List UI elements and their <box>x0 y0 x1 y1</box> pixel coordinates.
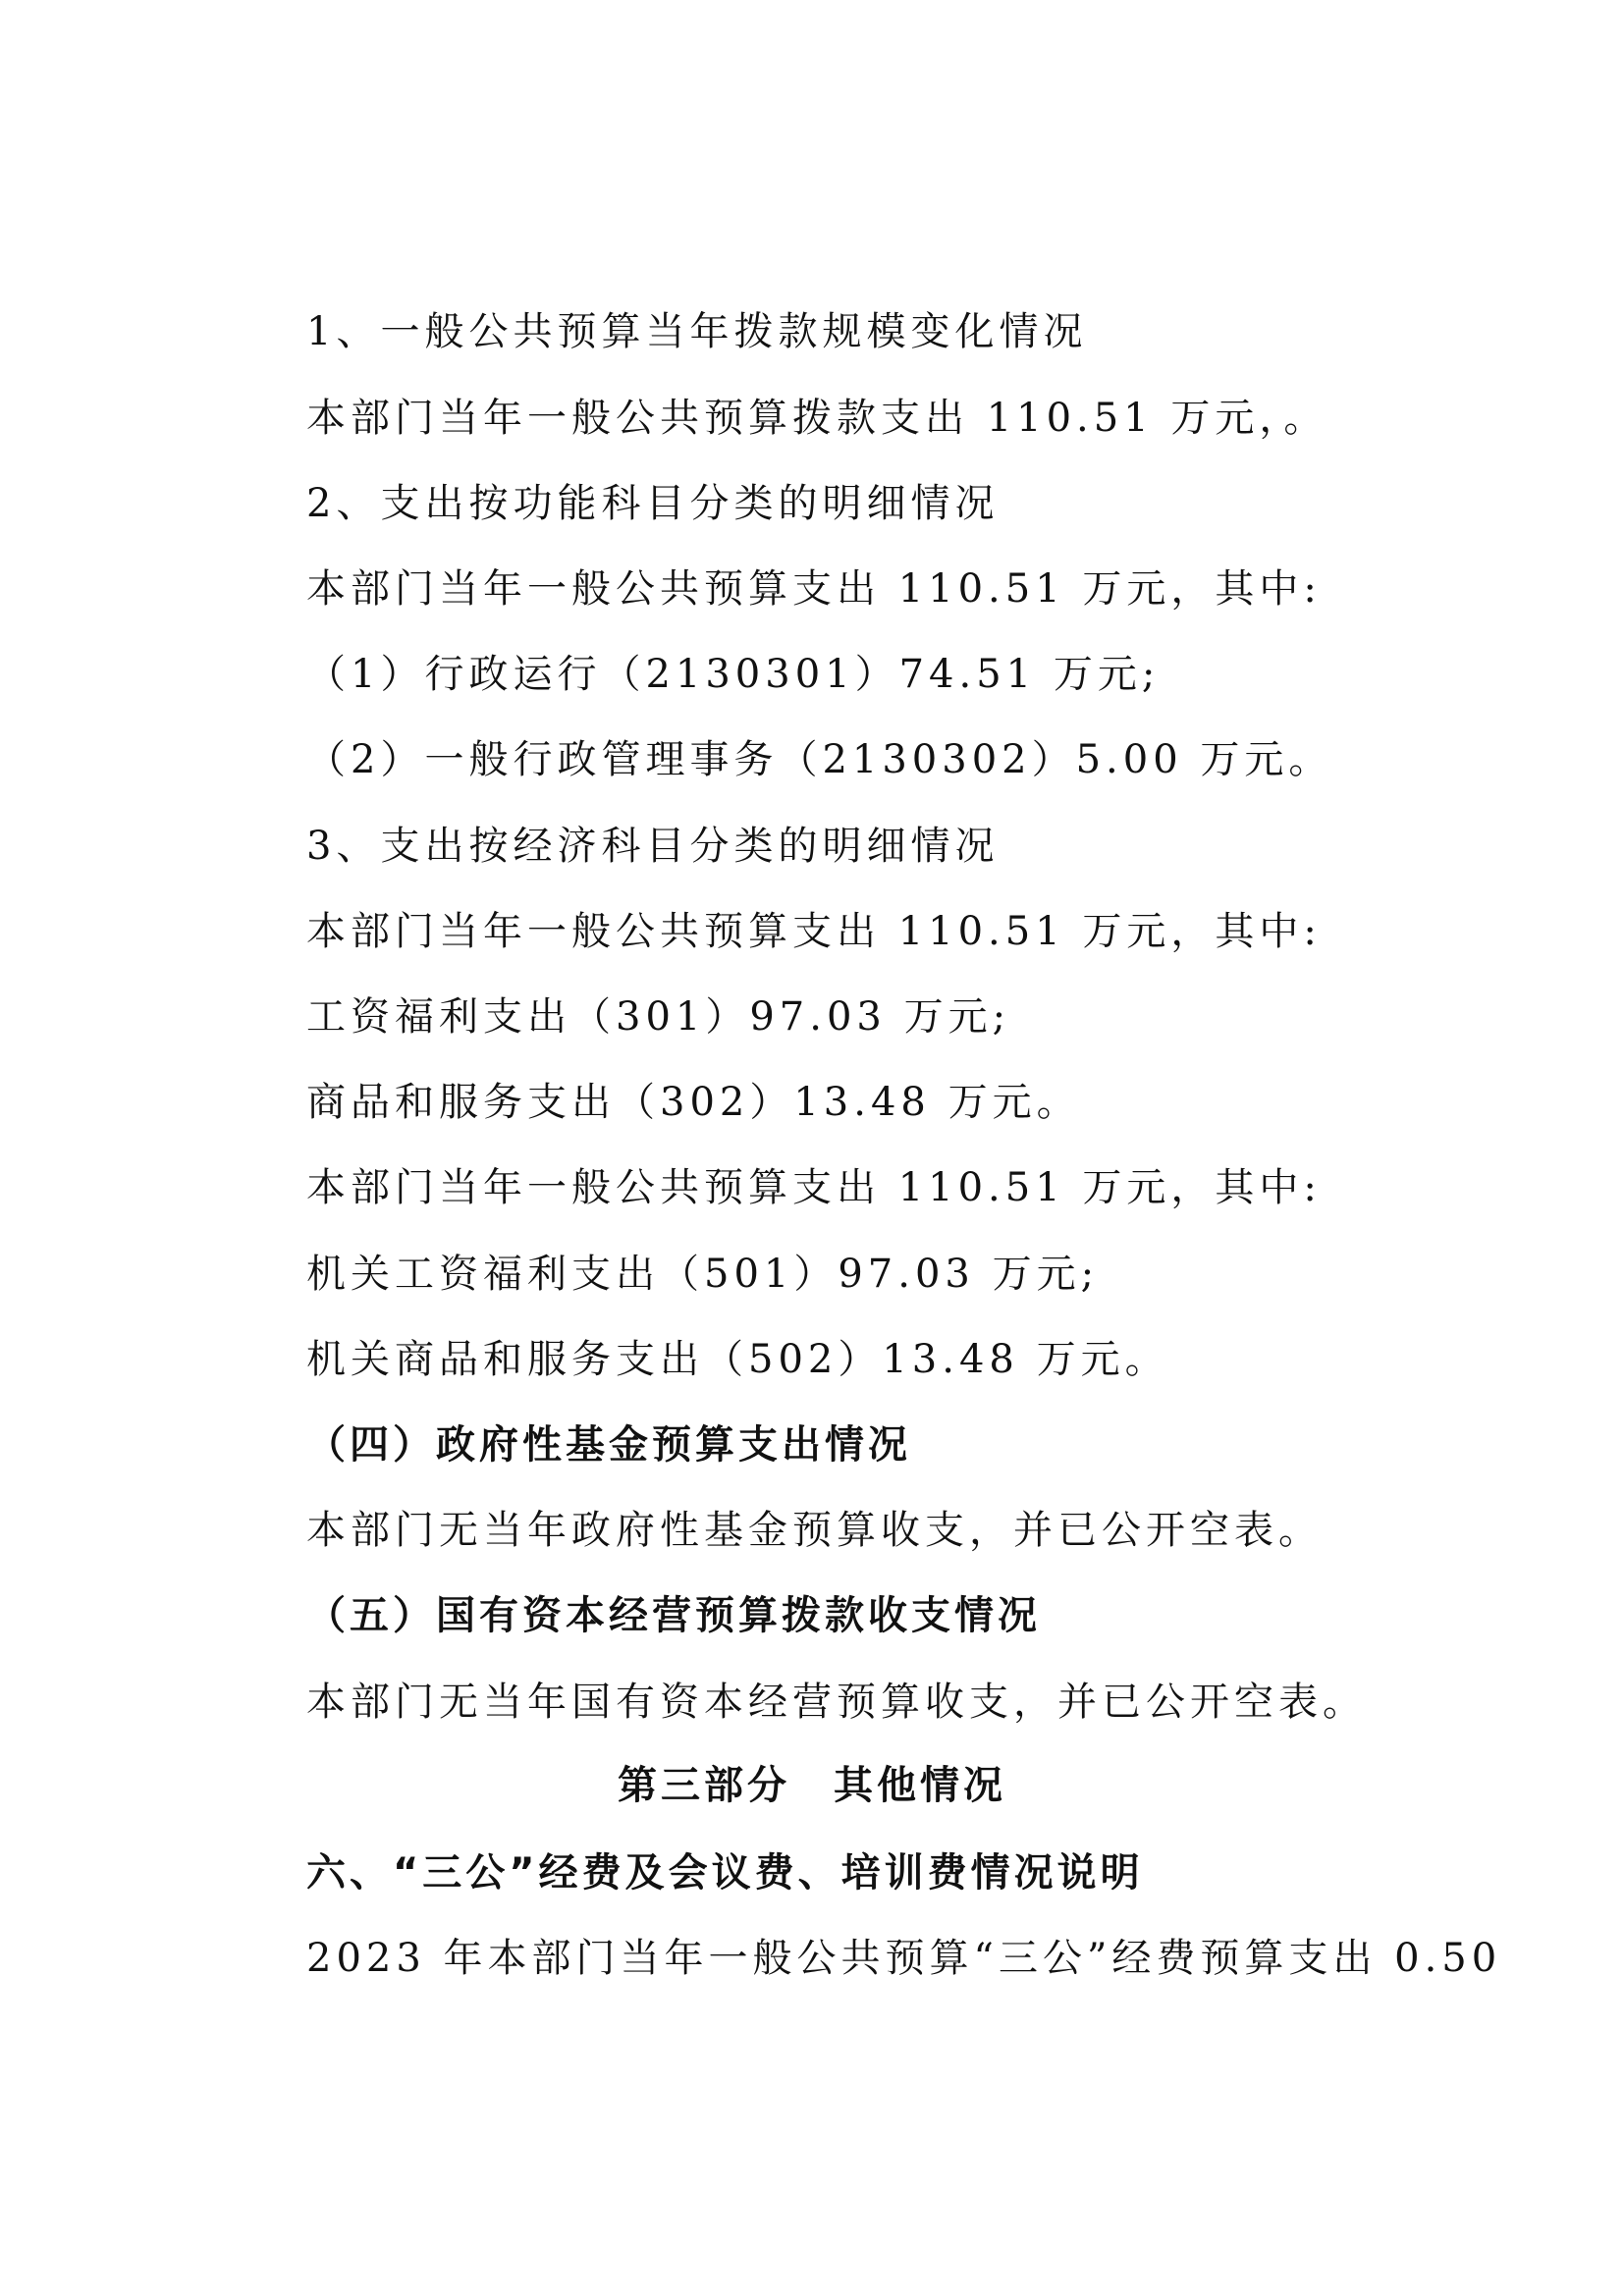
paragraph-line: 本部门当年一般公共预算拨款支出 110.51 万元，。 <box>306 396 1328 441</box>
paragraph-line: 本部门无当年政府性基金预算收支，并已公开空表。 <box>306 1508 1323 1553</box>
paragraph-line: 本部门当年一般公共预算支出 110.51 万元，其中: <box>306 909 1322 954</box>
paragraph-line: 工资福利支出（301）97.03 万元; <box>306 994 1011 1040</box>
section-heading-6: 六、“三公”经费及会议费、培训费情况说明 <box>306 1850 1144 1896</box>
paragraph-line: 商品和服务支出（302）13.48 万元。 <box>306 1080 1081 1125</box>
paragraph-line: 本部门无当年国有资本经营预算收支，并已公开空表。 <box>306 1680 1367 1725</box>
section-heading-2: 2、支出按功能科目分类的明细情况 <box>306 481 1000 526</box>
paragraph-line: 机关工资福利支出（501）97.03 万元; <box>306 1252 1100 1297</box>
subsection-heading-4: （四）政府性基金预算支出情况 <box>306 1422 911 1468</box>
part-heading: 第三部分 其他情况 <box>618 1763 1006 1808</box>
list-item-1: （1）行政运行（2130301）74.51 万元; <box>306 652 1161 697</box>
section-heading-1: 1、一般公共预算当年拨款规模变化情况 <box>306 309 1088 354</box>
paragraph-line: 机关商品和服务支出（502）13.48 万元。 <box>306 1337 1169 1382</box>
list-item-2: （2）一般行政管理事务（2130302）5.00 万元。 <box>306 737 1333 782</box>
subsection-heading-5: （五）国有资本经营预算拨款收支情况 <box>306 1593 1041 1638</box>
paragraph-line: 本部门当年一般公共预算支出 110.51 万元，其中: <box>306 1165 1322 1210</box>
section-heading-3: 3、支出按经济科目分类的明细情况 <box>306 824 1000 869</box>
paragraph-line: 本部门当年一般公共预算支出 110.51 万元，其中: <box>306 566 1322 612</box>
paragraph-line: 2023 年本部门当年一般公共预算“三公”经费预算支出 0.50 <box>306 1936 1502 1981</box>
